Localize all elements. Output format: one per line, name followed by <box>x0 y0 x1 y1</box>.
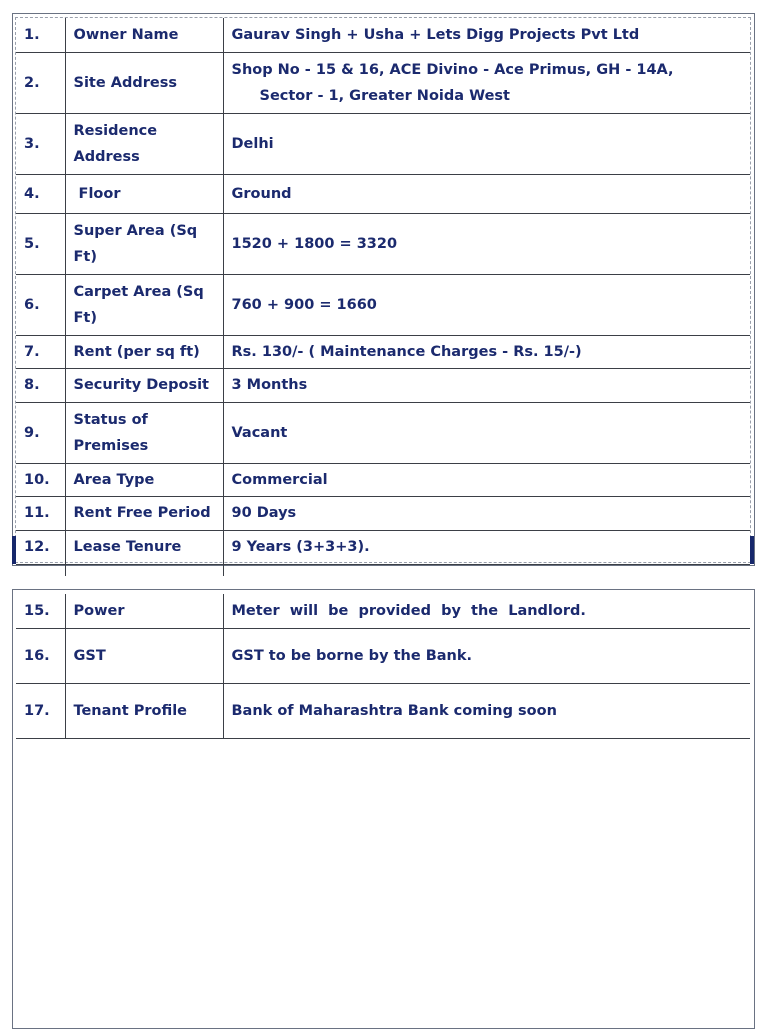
row-label: Rent (per sq ft) <box>65 335 223 368</box>
property-details-table <box>16 18 750 565</box>
row-value: GST to be borne by the Bank. <box>223 628 750 683</box>
row-number: 7. <box>16 335 65 368</box>
row-number: 17. <box>16 683 65 738</box>
table-row <box>16 52 750 113</box>
row-value: 1520 + 1800 = 3320 <box>223 213 750 274</box>
column-stub-1 <box>65 564 66 576</box>
row-number: 1. <box>16 18 65 52</box>
row-number: 8. <box>16 368 65 402</box>
row-number: 15. <box>16 594 65 628</box>
row-number: 9. <box>16 402 65 463</box>
row-number: 2. <box>16 52 65 113</box>
table-row <box>16 594 750 628</box>
column-stub-2 <box>223 564 224 576</box>
table-row <box>16 18 750 52</box>
row-value: 90 Days <box>223 496 750 530</box>
table-row <box>16 174 750 213</box>
table-row <box>16 402 750 463</box>
row-label: Status of Premises <box>65 402 223 463</box>
row-number: 6. <box>16 274 65 335</box>
row-number: 10. <box>16 463 65 496</box>
right-row-marker <box>750 536 754 564</box>
row-value: Bank of Maharashtra Bank coming soon <box>223 683 750 738</box>
table-row <box>16 213 750 274</box>
row-label: Floor <box>65 174 223 213</box>
row-value: 760 + 900 = 1660 <box>223 274 750 335</box>
row-value: Commercial <box>223 463 750 496</box>
row-label: Security Deposit <box>65 368 223 402</box>
table-row <box>16 368 750 402</box>
row-value: Vacant <box>223 402 750 463</box>
table-row <box>16 113 750 174</box>
table-row <box>16 683 750 738</box>
additional-terms-table <box>16 594 750 739</box>
table-row <box>16 496 750 530</box>
row-number: 16. <box>16 628 65 683</box>
row-label: Carpet Area (Sq Ft) <box>65 274 223 335</box>
table-row <box>16 530 750 564</box>
row-label: Residence Address <box>65 113 223 174</box>
row-number: 12. <box>16 530 65 564</box>
table-row <box>16 628 750 683</box>
row-value: Meter will be provided by the Landlord. <box>223 594 750 628</box>
row-value: Rs. 130/- ( Maintenance Charges - Rs. 15/-) <box>223 335 750 368</box>
row-value: Gaurav Singh + Usha + Lets Digg Projects Pvt Ltd <box>223 18 750 52</box>
row-value: 9 Years (3+3+3). <box>223 530 750 564</box>
row-number: 3. <box>16 113 65 174</box>
row-value: 3 Months <box>223 368 750 402</box>
row-value: Ground <box>223 174 750 213</box>
row-number: 11. <box>16 496 65 530</box>
row-value <box>223 52 750 113</box>
table-row <box>16 463 750 496</box>
row-label: Super Area (Sq Ft) <box>65 213 223 274</box>
row-number: 5. <box>16 213 65 274</box>
row-label: Site Address <box>65 52 223 113</box>
row-label: Tenant Profile <box>65 683 223 738</box>
row-number: 4. <box>16 174 65 213</box>
row-label: Lease Tenure <box>65 530 223 564</box>
row-label: Rent Free Period <box>65 496 223 530</box>
table-row <box>16 274 750 335</box>
row-label: Area Type <box>65 463 223 496</box>
site-address-line-2: Sector - 1, Greater Noida West <box>259 87 510 104</box>
row-value: Delhi <box>223 113 750 174</box>
row-label: Owner Name <box>65 18 223 52</box>
row-label: GST <box>65 628 223 683</box>
table-row <box>16 335 750 368</box>
site-address-line-1: Shop No - 15 & 16, ACE Divino - Ace Primus, GH - 14A, <box>231 61 674 78</box>
row-label: Power <box>65 594 223 628</box>
